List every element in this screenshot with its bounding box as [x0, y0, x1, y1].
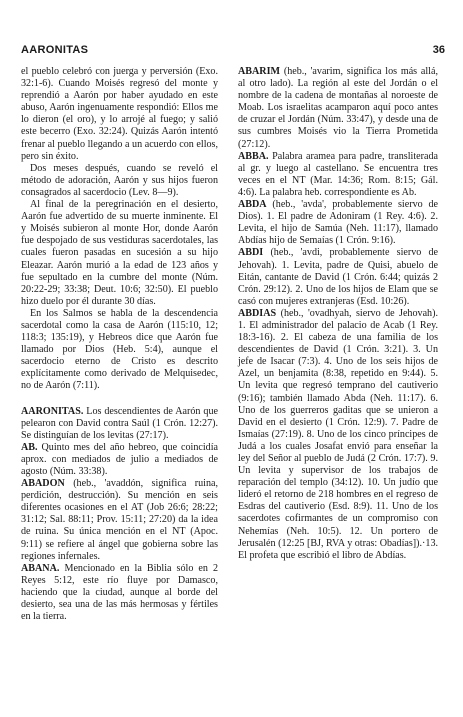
- entry-text: (heb., 'avdi, probablemente siervo de Jehovah). 1. Levita, padre de Quisi, abuelo de Eitán, cantante de David (1 Crón. 6:44; quizás 2 Crón. 29:12). 2. Uno de los hijos de Elam que se casó con mujeres extranjeras (Esd. 10:26).: [238, 247, 439, 307]
- paragraph: el pueblo celebró con juerga y perversión (Exo. 32:1-6). Cuando Moisés regresó del monte y reprendió a Aarón por haber ayudado en este abuso, Aarón ingenuamente respondió: Ellos me lo dieron (el oro), y lo arrojé al fuego; y salió este becerro (Exo. 32:24). Quizás Aarón intentó frenar al pueblo llegando a un acuerdo con ellos, pero sin éxito.: [21, 66, 218, 162]
- page-number: 36: [432, 44, 445, 56]
- paragraph: En los Salmos se habla de la descendencia sacerdotal como la casa de Aarón (115:10, 12; 118:3; 135:19), y Hebreos dice que Aarón fue llamado por Dios (Heb. 5:4), aunque el sacerdocio eterno de Cristo es descrito explícitamente como derivado de Melquisedec, no de Aarón (7:11).: [21, 307, 218, 392]
- running-head: [21, 44, 445, 58]
- dictionary-entry: [238, 199, 438, 247]
- entry-headword: ABBA.: [238, 150, 269, 162]
- entry-text: (heb., 'ovadhyah, siervo de Jehovah). 1. El administrador del palacio de Acab (1 Rey. 18:3-16). 2. El cabeza de una familia de los descendientes de David (1 Crón. 3:21). 3. Un jefe de Isacar (7:3). 4. Uno de los seis hijos de Azel, un benjamita (8:38, repetido en 9:44). 5. Un levita que regresó temprano del cautiverio (9:16); también llamado Abda (Neh. 11:17). 6. Uno de los guerreros gaditas que se unieron a David en el desierto (1 Crón. 12:9). 7. Padre de Ismaías (27:19). 8. Uno de los cinco príncipes de Judá a los cuales Josafat envió para enseñar la ley del Señor al pueblo de Judá (2 Crón. 17:7). 9. Un levita y supervisor de los trabajos de reparación del templo (34:12). 10. Un judío que lideró el retorno de 218 hombres en el regreso de Esdras del cautiverio (Esd. 8:9). 11. Uno de los sacerdotes cofirmantes de un compromiso con Nehemías (Neh. 10:5). 12. Un portero de Jerusalén (12:25 [BJ, RVA y otras: Obadías]).·13. El profeta que escribió el libro de Abdías.: [238, 307, 439, 561]
- entry-headword: ABADON: [21, 478, 65, 490]
- entry-text: Quinto mes del año hebreo, que coincidía aprox. con mediados de julio a mediados de agosto (Núm. 33:38).: [21, 441, 218, 477]
- dictionary-entry: [21, 478, 218, 563]
- dictionary-entry: [21, 563, 218, 623]
- dictionary-entry: [238, 151, 438, 199]
- entry-text: Palabra aramea para padre, transliterada al gr. y luego al castellano. Se encuentra tres veces en el NT (Mar. 14:36; Rom. 8:15; Gál. 4:6). La palabra heb. correspondiente es Ab.: [238, 150, 439, 198]
- dictionary-entry: [238, 308, 438, 562]
- entry-headword: AARONITAS.: [21, 405, 84, 417]
- entry-headword: ABDA: [238, 199, 267, 211]
- entry-headword: ABDIAS: [238, 307, 277, 319]
- entry-text: (heb., 'avaddón, significa ruina, perdición, destrucción). Su mención en seis diferentes ocasiones en el AT (Job 26:6; 28:22; 31:12; Sal. 88:11; Prov. 15:11; 27:20) da la idea de ruina. Su única mención en el NT (Apoc. 9:11) se refiere al ángel que gobierna sobre las regiones infernales.: [21, 478, 219, 562]
- right-column: [238, 66, 438, 562]
- entry-headword: ABANA.: [21, 562, 60, 574]
- entry-text: Los descendientes de Aarón que pelearon con David contra Saúl (1 Crón. 12:27). Se distinguían de los levitas (27:17).: [21, 405, 218, 441]
- dictionary-entry: [238, 66, 438, 151]
- dictionary-entry: [21, 442, 218, 478]
- paragraph: Al final de la peregrinación en el desierto, Aarón fue advertido de su muerte inminente. El y Moisés subieron al monte Hor, donde Aarón fue despojado de sus vestiduras sacerdotales, las cuales fueron pasadas en sucesión a su hijo Eleazar. Aarón murió a la edad de 123 años y fue sepultado en la cumbre del monte (Núm. 20:22-29; 33:38; Deut. 10:6; 32:50). El pueblo hizo duelo por él durante 30 días.: [21, 199, 218, 307]
- left-column: [21, 66, 218, 623]
- entry-text: (heb., 'avarim, significa los más allá, al otro lado). La región al este del Jordán o el nombre de la cadena de montañas al noroeste de Moab. Los israelitas acamparon aquí poco antes de cruzar el Jordán (Núm. 33:47), y desde una de sus cumbres Moisés vio la Tierra Prometida (27:12).: [238, 66, 438, 150]
- entry-headword: AB.: [21, 441, 38, 453]
- entry-text: (heb., 'avda', probablemente siervo de Dios). 1. El padre de Adoniram (1 Rey. 4:6). 2. Levita, el hijo de Samúa (Neh. 11:17), llamado Abdías hijo de Semaías (1 Crón. 9:16).: [238, 199, 438, 247]
- paragraph: Dos meses después, cuando se reveló el método de adoración, Aarón y sus hijos fueron consagrados al sacerdocio (Lev. 8—9).: [21, 162, 218, 198]
- entry-headword: ABDI: [238, 247, 264, 259]
- entry-text: Mencionado en la Biblia sólo en 2 Reyes 5:12, este río fluye por Damasco, haciendo que la ciudad, aunque al borde del desierto, sea una de las más hermosas y fértiles en la tierra.: [21, 562, 219, 623]
- running-headword: AARONITAS: [21, 44, 89, 56]
- dictionary-entry: [238, 247, 438, 307]
- entry-headword: ABARIM: [238, 66, 281, 77]
- dictionary-entry: [21, 406, 218, 442]
